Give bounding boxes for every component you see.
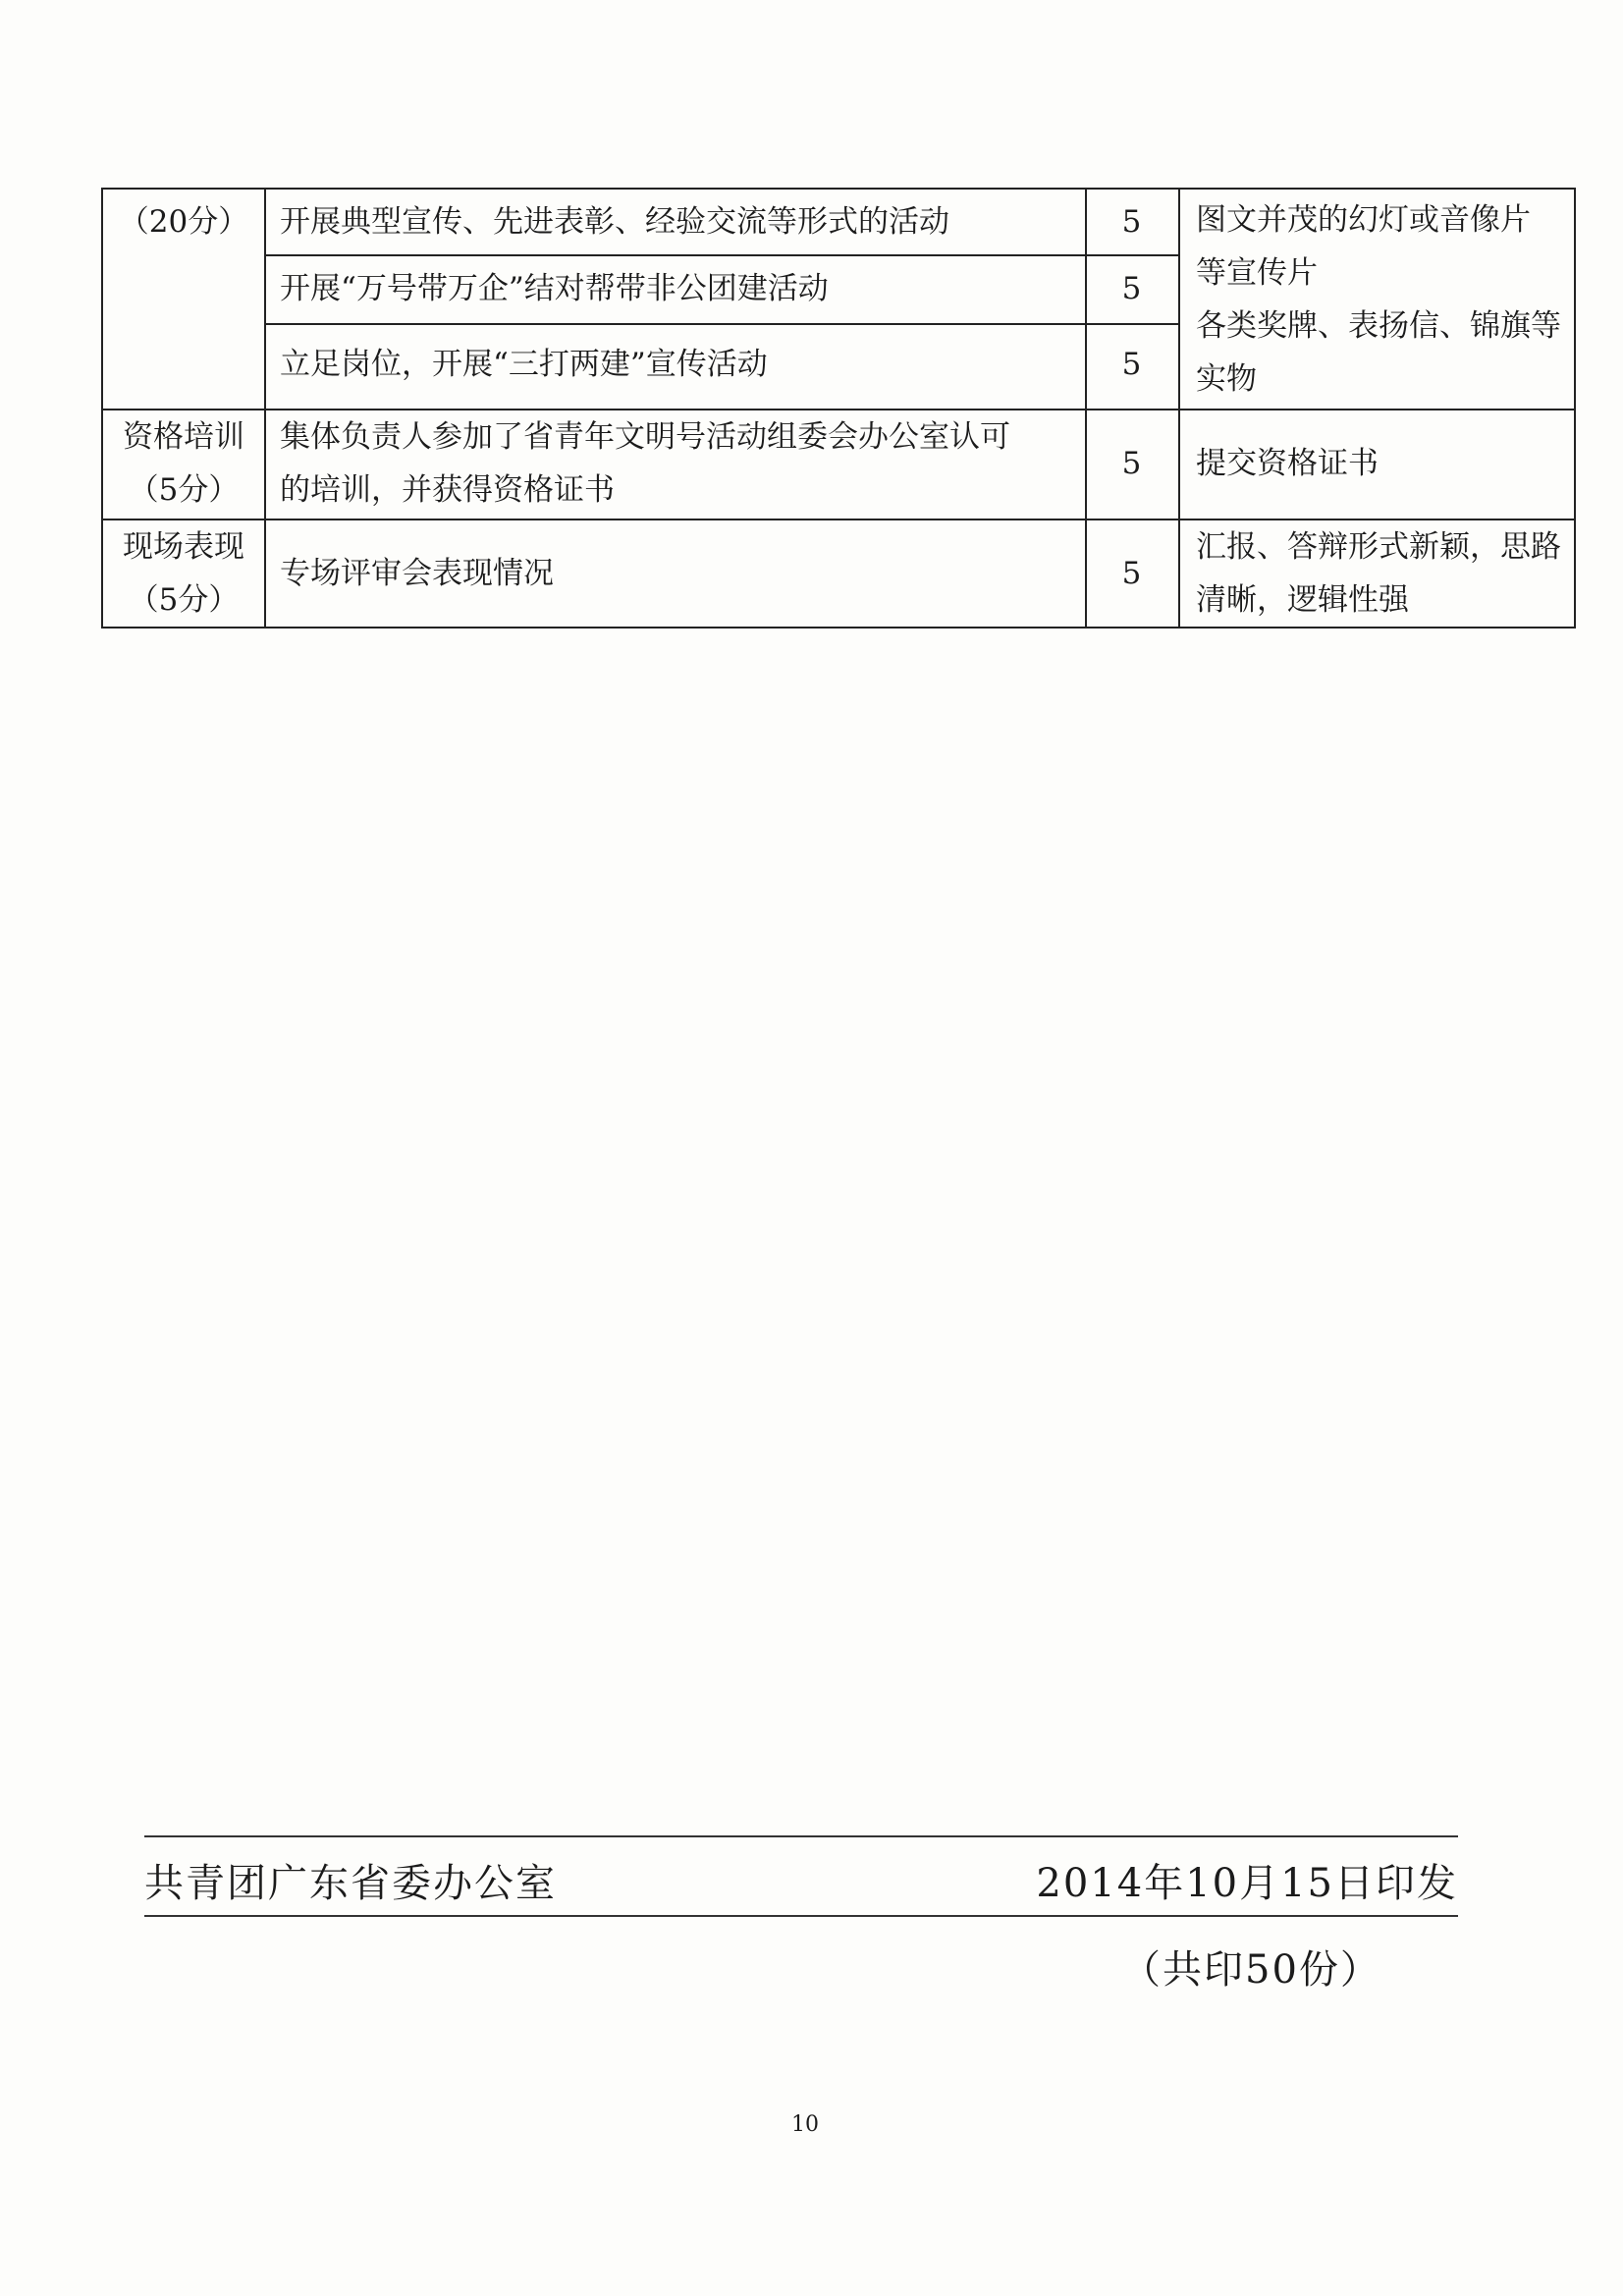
note-line: 等宣传片	[1196, 255, 1318, 291]
category-points: （5分）	[128, 472, 240, 508]
note-cell	[1196, 437, 1379, 490]
score-cell: 5	[1121, 347, 1142, 382]
score-cell: 5	[1121, 271, 1142, 306]
content-cell: 开展典型宣传、先进表彰、经验交流等形式的活动	[280, 204, 949, 240]
score-cell: 5	[1121, 204, 1142, 240]
note-line: 提交资格证书	[1196, 446, 1379, 481]
note-line: 图文并茂的幻灯或音像片	[1196, 202, 1531, 238]
content-line: 的培训，并获得资格证书	[280, 472, 615, 508]
category-cell	[103, 520, 264, 627]
content-cell: 开展“万号带万企”结对帮带非公团建活动	[280, 271, 829, 306]
note-cell	[1196, 520, 1561, 627]
note-line: 清晰，逻辑性强	[1196, 582, 1409, 618]
print-copies: （共印50份）	[1121, 1947, 1381, 1993]
score-cell: 5	[1121, 446, 1142, 481]
row-divider	[264, 323, 1178, 325]
note-line: 各类奖牌、表扬信、锦旗等	[1196, 308, 1561, 344]
evaluation-table	[101, 188, 1576, 629]
content-cell	[280, 410, 1010, 517]
page-number: 10	[791, 2112, 819, 2137]
footer-bottom-rule	[144, 1915, 1458, 1917]
note-cell	[1196, 193, 1561, 406]
note-line: 汇报、答辩形式新颖，思路	[1196, 529, 1561, 565]
category-label: 资格培训	[123, 419, 244, 455]
category-label: 现场表现	[123, 529, 244, 565]
score-cell: 5	[1121, 556, 1142, 591]
issue-date: 2014年10月15日印发	[1036, 1861, 1458, 1906]
category-points: （5分）	[128, 582, 240, 618]
content-line: 集体负责人参加了省青年文明号活动组委会办公室认可	[280, 419, 1010, 455]
content-cell	[280, 547, 554, 600]
row-divider	[264, 254, 1178, 256]
content-cell: 立足岗位，开展“三打两建”宣传活动	[280, 347, 768, 382]
category-label: （20分）	[118, 204, 249, 240]
content-line: 专场评审会表现情况	[280, 556, 554, 591]
footer-top-rule	[144, 1835, 1458, 1837]
category-cell	[103, 195, 264, 248]
category-cell	[103, 410, 264, 517]
issuer: 共青团广东省委办公室	[144, 1861, 557, 1906]
note-line: 实物	[1196, 361, 1257, 397]
